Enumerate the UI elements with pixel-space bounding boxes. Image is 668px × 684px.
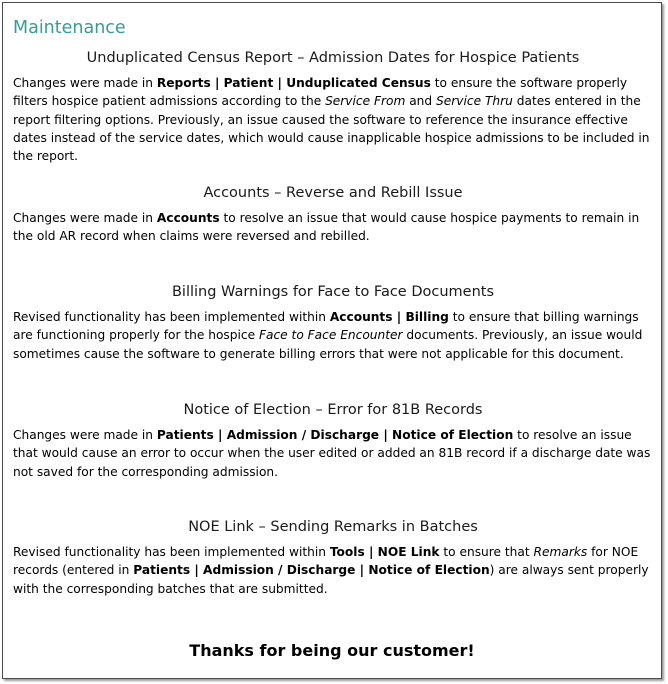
document-name: Face to Face Encounter (258, 328, 403, 343)
note-body (13, 543, 653, 598)
text-run: to ensure that billing warnings are functioning properly for the hospice (13, 310, 639, 343)
note-face-to-face (13, 283, 653, 363)
text-run: to ensure that (439, 545, 534, 559)
text-run: to resolve an issue that would cause hospice payments to remain in the old AR record when claims were reversed and rebilled. (13, 211, 640, 244)
field-name: Service From (325, 94, 406, 109)
thanks-message: Thanks for being our customer! (189, 641, 475, 660)
note-body (13, 209, 653, 246)
text-run: Changes were made in (13, 428, 157, 442)
menu-path: Accounts | Billing (329, 310, 449, 324)
text-run: and (405, 94, 437, 109)
note-heading: NOE Link – Sending Remarks in Batches (188, 519, 478, 535)
text-run: Changes were made in (13, 211, 157, 225)
field-name: Remarks (533, 545, 588, 559)
note-notice-of-election (13, 401, 653, 481)
note-heading: Accounts – Reverse and Rebill Issue (203, 185, 463, 201)
section-title: Maintenance (13, 18, 126, 38)
note-noe-link (13, 518, 653, 598)
note-heading: Unduplicated Census Report – Admission Dates for Hospice Patients (86, 50, 580, 66)
menu-path: Patients | Admission / Discharge | Notice of Election (156, 428, 514, 442)
note-body (13, 426, 653, 481)
note-heading: Notice of Election – Error for 81B Records (183, 402, 483, 418)
note-body (13, 74, 653, 165)
note-unduplicated-census (13, 49, 653, 165)
note-heading: Billing Warnings for Face to Face Documents (171, 284, 495, 300)
note-reverse-rebill (13, 184, 653, 246)
text-run: ) are always sent properly with the corresponding batches that are submitted. (13, 563, 649, 596)
text-run: documents. Previously, an issue would sometimes cause the software to generate billing errors that were not applicable for this document. (13, 328, 643, 361)
note-body (13, 308, 653, 363)
text-run: Changes were made in (13, 76, 157, 90)
menu-path: Reports | Patient | Unduplicated Census (156, 76, 431, 90)
maintenance-panel (2, 2, 662, 679)
text-run: for NOE records (entered in (13, 545, 639, 578)
menu-path: Accounts (156, 211, 220, 225)
text-run: to ensure the software properly filters hospice patient admissions according to the (13, 76, 628, 109)
text-run: Revised functionality has been implemented within (13, 310, 330, 324)
menu-path: Patients | Admission / Discharge | Notice of Election (133, 563, 490, 578)
text-run: dates entered in the report filtering options. Previously, an issue caused the software to reference the insurance effective dates instead of the service dates, which would cause inapplicable hospice admissions to be included in the report. (13, 94, 650, 164)
field-name: Service Thru (436, 94, 513, 109)
text-run: to resolve an issue that would cause an error to occur when the user edited or added an 81B record if a discharge date was not saved for the corresponding admission. (13, 428, 651, 479)
text-run: Revised functionality has been implemented within (13, 545, 330, 559)
menu-path: Tools | NOE Link (329, 545, 440, 559)
